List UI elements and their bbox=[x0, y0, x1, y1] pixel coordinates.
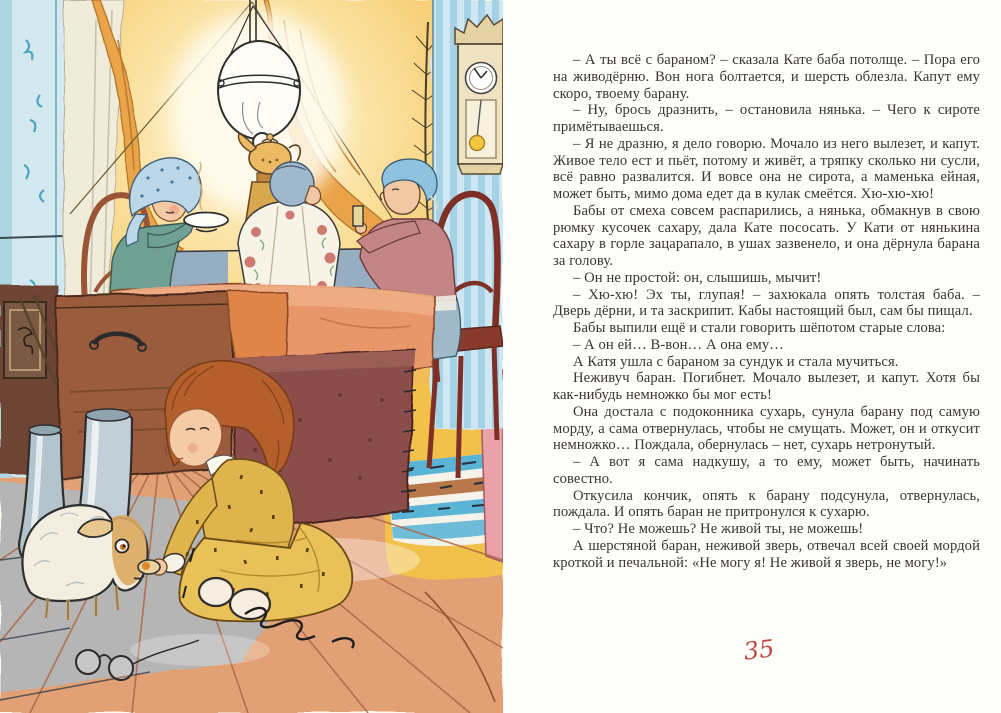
story-paragraph: – А он ей… В-вон… А она ему… bbox=[573, 336, 784, 353]
tea-bowl bbox=[184, 213, 228, 228]
story-paragraph: Неживуч баран. Погибнет. Мочало вылезет, и капут. Хотя бы как-нибудь немножко бы мог есть! bbox=[553, 370, 980, 403]
story-paragraph: – Ну, брось дразнить, – остановила нянька. – Чего к сироте примётываешься. bbox=[553, 102, 980, 135]
story-text bbox=[553, 52, 980, 571]
story-paragraph: – А вот я сама надкушу, а то ему, может быть, начинать совестно. bbox=[553, 454, 980, 487]
story-paragraph: – Хю-хю! Эх ты, глупая! – захюкала опять толстая баба. – Дверь дёрни, и та заскрипит. Кабы настоящий был, сам бы пищал. bbox=[553, 286, 980, 320]
girl-foot-right bbox=[230, 589, 270, 619]
story-paragraph: – Я не дразню, я дело говорю. Мочало из него вылезет, и капут. Живое тело ест и пьёт, потому и живёт, а тряпку сколько ни сусли, всё равно развалится. И вовсе она не сирота, а маменька ейная, может быть, мимо дома едет да в кулак смеётся. Хю-хю-хю! bbox=[553, 135, 980, 202]
right-page bbox=[503, 0, 1001, 713]
page-number: 35 bbox=[742, 634, 776, 666]
story-paragraph: Она достала с подоконника сухарь, сунула барану под самую морду, а сама отвернулась, чтобы не смущать. Может, он и откусит немножко… Пождала, обернулась – нет, сухарь нетронутый. bbox=[553, 403, 980, 454]
wall-clock bbox=[455, 15, 503, 174]
story-paragraph: – Что? Не можешь? Не живой ты, не можешь! bbox=[573, 521, 864, 537]
story-paragraph: – Он не простой: он, слышишь, мычит! bbox=[573, 269, 822, 286]
story-paragraph: А шерстяной баран, неживой зверь, отвечал всей своей мордой кроткой и печальной: «Не могу я! Не живой я зверь, не могу!» bbox=[553, 537, 980, 571]
story-paragraph: Откусила кончик, опять к барану подсунула, отвернулась, пождала. И опять баран не притронулся к сухарю. bbox=[553, 487, 980, 521]
story-paragraph: – А ты всё с бараном? – сказала Кате баба потолще. – Пора его на живодёрню. Вон нога болтается, и шерсть облезла. Капут ему скоро, твоему барану. bbox=[553, 52, 980, 102]
story-paragraph: А Катя ушла с бараном за сундук и стала мучиться. bbox=[573, 353, 899, 370]
story-paragraph: Бабы выпили ещё и стали говорить шёпотом старые слова: bbox=[573, 320, 946, 336]
small-glass bbox=[353, 206, 363, 226]
girl-foot-left bbox=[199, 578, 233, 606]
story-paragraph: Бабы от смеха совсем распарились, а нянька, обмакнув в свою рюмку кусочек сахару, дала Кате пососать. У Кати от нянькина сахару в горле зацарапало, в ушах зазвенело, и она дёрнула барана за голову. bbox=[553, 202, 980, 269]
pendulum-bob bbox=[470, 136, 485, 151]
